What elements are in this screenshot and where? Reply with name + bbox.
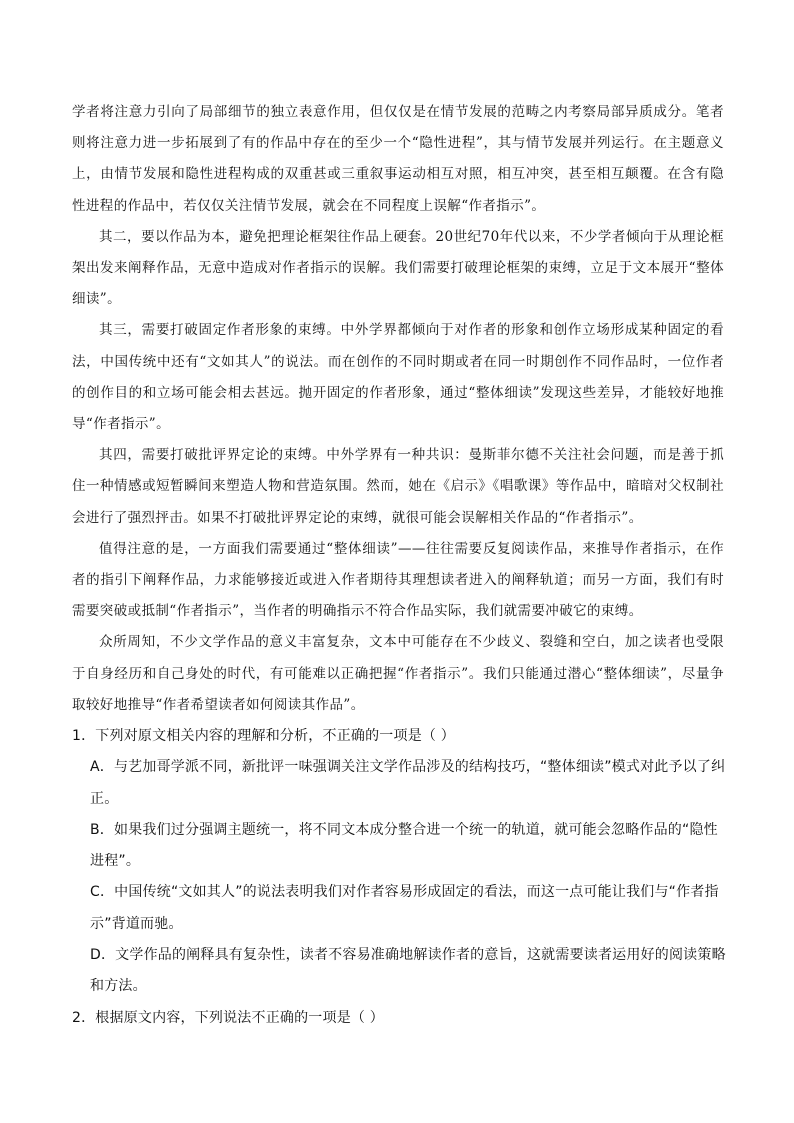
passage-paragraph: 其二，要以作品为本，避免把理论框架往作品上硬套。20世纪70年代以来，不少学者倾向于从理论框架出发来阐释作品，无意中造成对作者指示的误解。我们需要打破理论框架的束缚，立足于文本展开“整体细读”。: [72, 228, 724, 308]
option-c: C．中国传统“文如其人”的说法表明我们对作者容易形成固定的看法，而这一点可能让我们与“作者指示”背道而驰。: [90, 884, 719, 932]
question-stem: 1．下列对原文相关内容的理解和分析，不正确的一项是（ ）: [72, 728, 455, 744]
reading-passage: [72, 97, 724, 721]
question-2: [72, 1003, 728, 1034]
option-a: A．与艺加哥学派不同，新批评一味强调关注文学作品涉及的结构技巧，“整体细读”模式对此予以了纠正。: [90, 759, 726, 807]
question-section: [72, 721, 728, 1034]
passage-paragraph: 其三，需要打破固定作者形象的束缚。中外学界都倾向于对作者的形象和创作立场形成某种固定的看法，中国传统中还有“文如其人”的说法。而在创作的不同时期或者在同一时期创作不同作品时，一位作者的创作目的和立场可能会相去甚远。抛开固定的作者形象，通过“整体细读”发现这些差异，才能较好地推导“作者指示”。: [72, 322, 724, 433]
passage-paragraph: 众所周知，不少文学作品的意义丰富复杂，文本中可能存在不少歧义、裂缝和空白，加之读者也受限于自身经历和自己身处的时代，有可能难以正确把握“作者指示”。我们只能通过潜心“整体细读”，尽量争取较好地推导“作者希望读者如何阅读其作品”。: [72, 634, 724, 713]
passage-paragraph: 值得注意的是，一方面我们需要通过“整体细读”——往往需要反复阅读作品，来推导作者指示，在作者的指引下阐释作品，力求能够接近或进入作者期待其理想读者进入的阐释轨道；而另一方面，我们有时需要突破或抵制“作者指示”，当作者的明确指示不符合作品实际，我们就需要冲破它的束缚。: [72, 540, 724, 620]
question-stem: 2．根据原文内容，下列说法不正确的一项是（ ）: [72, 1009, 384, 1026]
option-d: D．文学作品的阐释具有复杂性，读者不容易准确地解读作者的意旨，这就需要读者运用好的阅读策略和方法。: [90, 947, 726, 995]
option-b: B．如果我们过分强调主题统一，将不同文本成分整合进一个统一的轨道，就可能会忽略作品的“隐性进程”。: [90, 821, 718, 870]
passage-paragraph: 其四，需要打破批评界定论的束缚。中外学界有一种共识：曼斯菲尔德不关注社会问题，而是善于抓住一种情感或短暂瞬间来塑造人物和营造氛围。然而，她在《启示》《唱歌课》等作品中，暗暗对父权制社会进行了强烈抨击。如果不打破批评界定论的束缚，就很可能会误解相关作品的“作者指示”。: [72, 447, 724, 526]
question-1: [72, 721, 728, 1003]
passage-paragraph: 学者将注意力引向了局部细节的独立表意作用，但仅仅是在情节发展的范畴之内考察局部异质成分。笔者则将注意力进一步拓展到了有的作品中存在的至少一个“隐性进程”，其与情节发展并列运行。在主题意义上，由情节发展和隐性进程构成的双重甚或三重叙事运动相互对照，相互冲突，甚至相互颠覆。在含有隐性进程的作品中，若仅仅关注情节发展，就会在不同程度上误解“作者指示”。: [72, 104, 724, 214]
